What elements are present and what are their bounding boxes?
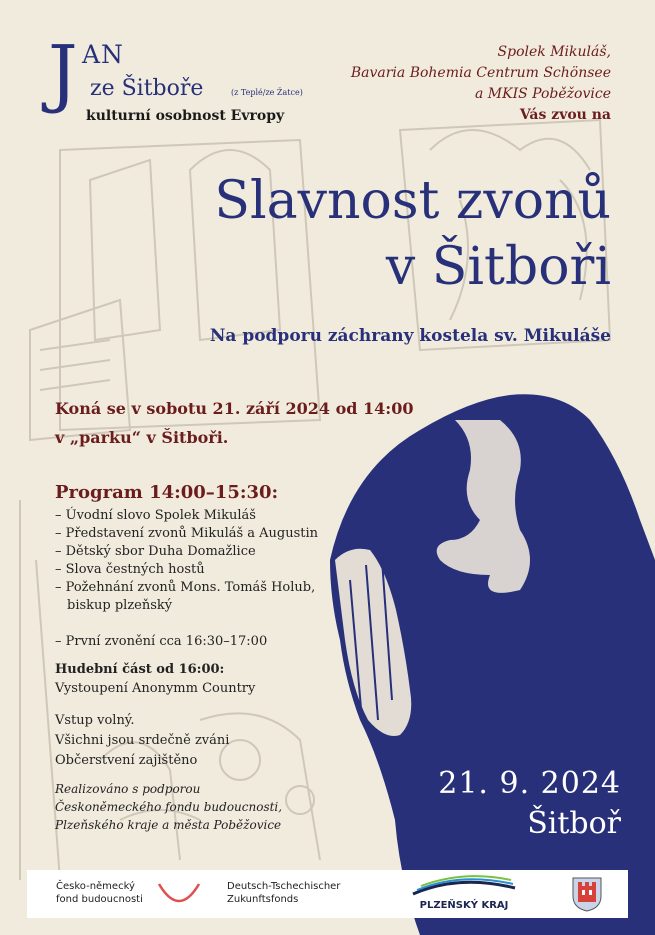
plzensky-kraj-logo — [409, 874, 519, 914]
program-ringing: – První zvonění cca 16:30–17:00 — [55, 634, 268, 649]
info-line-3: Občerstvení zajištěno — [55, 753, 198, 768]
organizers — [351, 42, 611, 126]
region-swoosh-icon — [409, 874, 519, 898]
program-item: – Slova čestných hostů — [55, 562, 205, 577]
fund-cz-line-2: fond budoucnosti — [56, 894, 143, 905]
program-item: – Představení zvonů Mikuláš a Augustin — [55, 526, 319, 541]
logo-letter-j: J — [48, 30, 78, 116]
fund-de-line-1: Deutsch-Tschechischer — [227, 881, 341, 892]
event-date-large: 21. 9. 2024 — [438, 766, 621, 801]
sponsor-footer — [27, 870, 628, 918]
support-line-3: Plzeňského kraje a města Poběžovice — [55, 818, 282, 832]
event-place-line: v „parku“ v Šitboři. — [55, 428, 229, 447]
program-item: – Úvodní slovo Spolek Mikuláš — [55, 508, 256, 523]
program-item: biskup plzeňský — [67, 598, 173, 613]
music-heading: Hudební část od 16:00: — [55, 662, 225, 677]
support-line-1: Realizováno s podporou — [55, 782, 201, 796]
event-date-line: Koná se v sobotu 21. září 2024 od 14:00 — [55, 399, 414, 418]
program-item: – Dětský sbor Duha Domažlice — [55, 544, 256, 559]
organizer-line-2: Bavaria Bohemia Centrum Schönsee — [350, 65, 611, 81]
event-title — [214, 168, 611, 300]
jan-ze-sitbore-logo — [38, 30, 318, 136]
logo-ze-sitbore: ze Šitboře — [90, 76, 204, 101]
event-subtitle: Na podporu záchrany kostela sv. Mikuláše — [209, 326, 611, 346]
region-name: PLZEŇSKÝ KRAJ — [419, 900, 509, 911]
logo-small-note: (z Teplé/ze Žatce) — [231, 88, 303, 97]
fund-logo-arc-icon — [155, 878, 203, 908]
event-place-large: Šitboř — [527, 806, 621, 841]
event-details — [55, 394, 413, 452]
music-text: Vystoupení Anonymm Country — [55, 681, 256, 696]
support-note — [55, 780, 282, 834]
logo-subtitle: kulturní osobnost Evropy — [86, 108, 285, 124]
info-line-2: Všichni jsou srdečně zváni — [55, 733, 230, 748]
program-item: – Požehnání zvonů Mons. Tomáš Holub, — [55, 580, 316, 595]
support-line-2: Českoněmeckého fondu budoucnosti, — [55, 800, 283, 814]
organizer-line-1: Spolek Mikuláš, — [497, 44, 611, 60]
fund-name-czech — [56, 880, 143, 906]
info-block — [55, 711, 229, 771]
program-heading: Program 14:00–15:30: — [55, 482, 279, 503]
title-line-1: Slavnost zvonů — [214, 171, 611, 231]
fund-de-line-2: Zukunftsfonds — [227, 894, 299, 905]
info-line-1: Vstup volný. — [55, 713, 135, 728]
logo-letters-an: AN — [82, 40, 124, 69]
fund-name-german — [227, 880, 340, 906]
title-line-2: v Šitboři — [385, 237, 611, 297]
organizer-line-3: a MKIS Poběžovice — [474, 86, 611, 102]
invite-line: Vás zvou na — [519, 107, 611, 123]
town-crest-icon — [571, 876, 603, 912]
fund-cz-line-1: Česko-německý — [56, 881, 135, 892]
program-list — [55, 507, 335, 615]
